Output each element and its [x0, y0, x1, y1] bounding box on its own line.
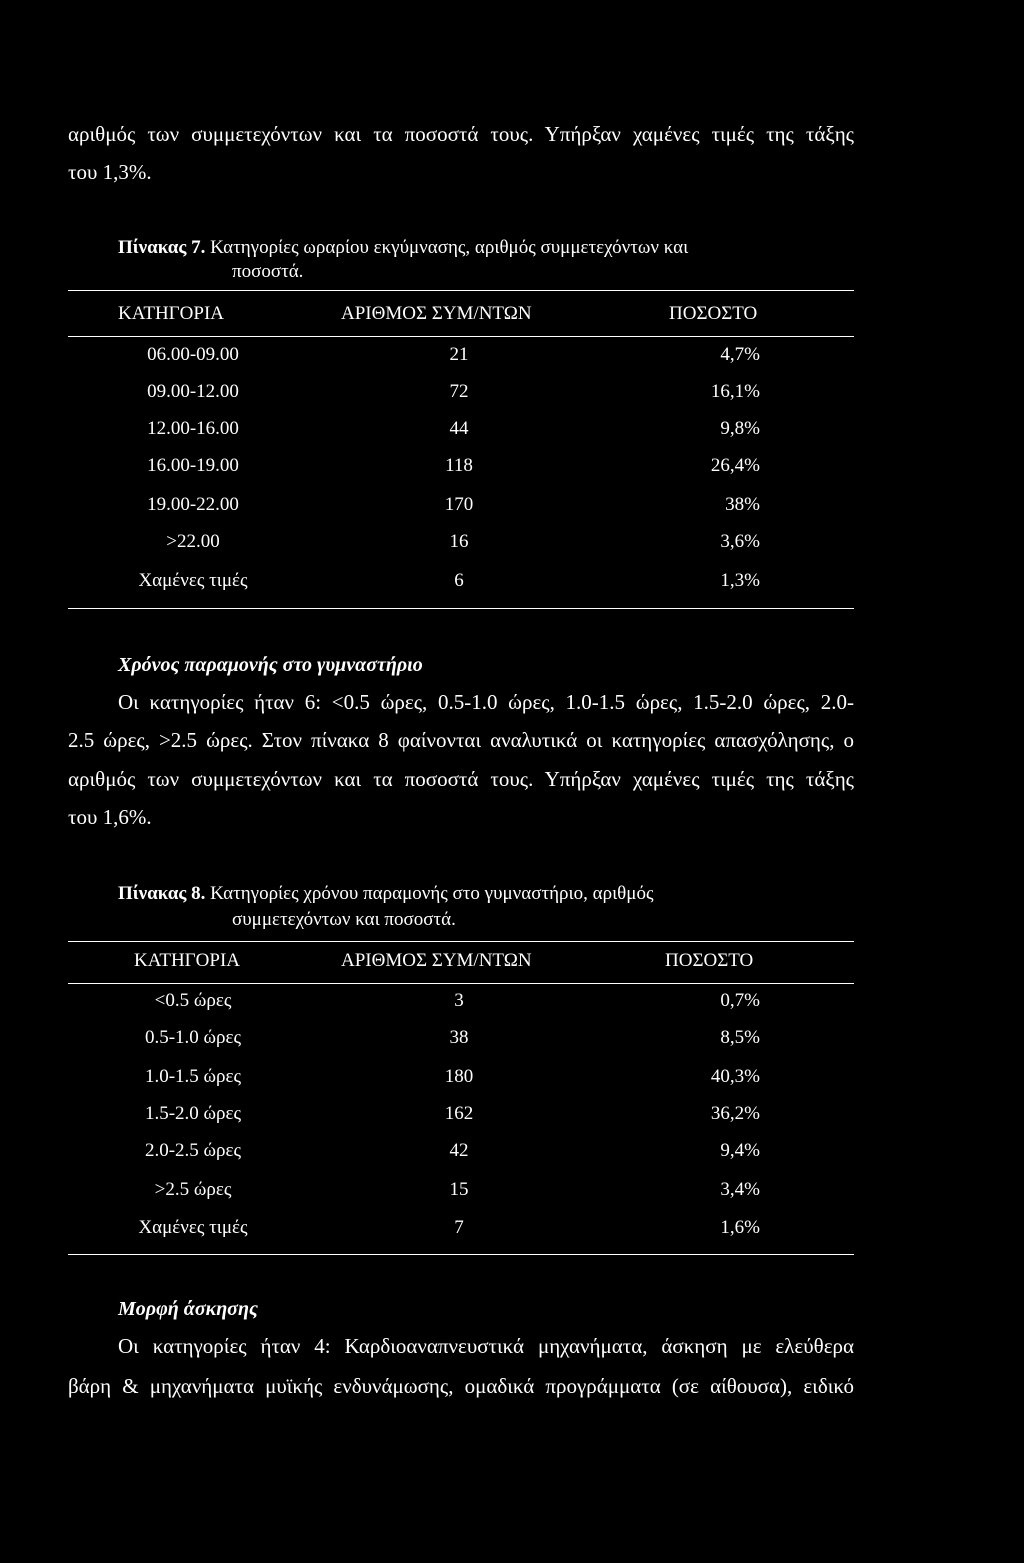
table7-top-rule	[68, 290, 854, 291]
table7-cell-category: 06.00-09.00	[147, 344, 239, 365]
table8-cell-count: 38	[449, 1027, 469, 1048]
table8-caption-text: Κατηγορίες χρόνου παραμονής στο γυμναστήριο, αριθμός	[205, 883, 654, 904]
table7-cell-category: 16.00-19.00	[147, 455, 239, 476]
table7-header-percent: ΠΟΣΟΣΤΟ	[669, 303, 758, 324]
section-form-title: Μορφή άσκησης	[118, 1298, 258, 1320]
table7-cell-percent: 38%	[725, 494, 760, 515]
table8-cell-percent: 9,4%	[720, 1140, 760, 1161]
table8-caption	[118, 884, 654, 904]
table7-cell-count: 16	[449, 531, 469, 552]
table8-cell-category: Χαμένες τιμές	[138, 1217, 248, 1238]
table7-header-rule	[68, 336, 854, 337]
section-duration-line-4: του 1,6%.	[68, 805, 152, 829]
table8-cell-percent: 3,4%	[720, 1179, 760, 1200]
table7-header-category: ΚΑΤΗΓΟΡΙΑ	[118, 303, 225, 324]
section-duration-title: Χρόνος παραμονής στο γυμναστήριο	[118, 654, 423, 676]
table8-cell-count: 3	[454, 990, 464, 1011]
table8-top-rule	[68, 941, 854, 942]
table8-cell-count: 162	[444, 1103, 474, 1124]
table8-cell-percent: 40,3%	[710, 1066, 760, 1087]
table7-cell-category: 09.00-12.00	[147, 381, 239, 402]
table7-caption-text: Κατηγορίες ωραρίου εκγύμνασης, αριθμός συμμετεχόντων και	[205, 237, 689, 258]
table7-cell-count: 6	[454, 570, 464, 591]
table7-cell-percent: 16,1%	[710, 381, 760, 402]
table7-cell-percent: 9,8%	[720, 418, 760, 439]
table7-bottom-rule	[68, 608, 854, 609]
table8-header-percent: ΠΟΣΟΣΤΟ	[665, 950, 754, 971]
table7-cell-count: 170	[444, 494, 474, 515]
table8-cell-category: 1.0-1.5 ώρες	[144, 1066, 242, 1087]
section-duration-line-3: αριθμός των συμμετεχόντων και τα ποσοστά τους. Υπήρξαν χαμένες τιμές της τάξης	[68, 767, 854, 791]
table8-header-category: ΚΑΤΗΓΟΡΙΑ	[134, 950, 241, 971]
table8-cell-category: 2.0-2.5 ώρες	[144, 1140, 242, 1161]
table7-cell-count: 44	[449, 418, 469, 439]
table8-cell-percent: 0,7%	[720, 990, 760, 1011]
table7-header-count: ΑΡΙΘΜΟΣ ΣΥΜ/ΝΤΩΝ	[341, 303, 532, 324]
section-form-line-1: Οι κατηγορίες ήταν 4: Καρδιοαναπνευστικά μηχανήματα, άσκηση με ελεύθερα	[118, 1334, 854, 1358]
table7-cell-percent: 4,7%	[720, 344, 760, 365]
table8-caption-label: Πίνακας 8.	[118, 883, 206, 904]
table8-header-count: ΑΡΙΘΜΟΣ ΣΥΜ/ΝΤΩΝ	[341, 950, 532, 971]
table8-cell-count: 7	[454, 1217, 464, 1238]
table7-cell-category: Χαμένες τιμές	[138, 570, 248, 591]
table7-caption-label: Πίνακας 7.	[118, 237, 206, 258]
table7-caption	[118, 238, 688, 258]
table8-cell-category: 0.5-1.0 ώρες	[144, 1027, 242, 1048]
table8-cell-percent: 8,5%	[720, 1027, 760, 1048]
table8-cell-percent: 36,2%	[710, 1103, 760, 1124]
table7-cell-count: 72	[449, 381, 469, 402]
table8-cell-count: 15	[449, 1179, 469, 1200]
intro-line-2: του 1,3%.	[68, 160, 152, 184]
table8-cell-category: 1.5-2.0 ώρες	[144, 1103, 242, 1124]
table8-bottom-rule	[68, 1254, 854, 1255]
table8-cell-category: <0.5 ώρες	[154, 990, 232, 1011]
table7-cell-percent: 26,4%	[710, 455, 760, 476]
table8-cell-count: 180	[444, 1066, 474, 1087]
intro-line-1: αριθμός των συμμετεχόντων και τα ποσοστά τους. Υπήρξαν χαμένες τιμές της τάξης	[68, 122, 854, 146]
table7-cell-count: 118	[445, 455, 473, 476]
table7-cell-category: 12.00-16.00	[147, 418, 239, 439]
table8-cell-count: 42	[449, 1140, 469, 1161]
table7-cell-percent: 1,3%	[720, 570, 760, 591]
section-duration-line-2: 2.5 ώρες, >2.5 ώρες. Στον πίνακα 8 φαίνονται αναλυτικά οι κατηγορίες απασχόλησης, ο	[68, 728, 854, 752]
table7-caption-line2: ποσοστά.	[232, 261, 304, 282]
table8-cell-category: >2.5 ώρες	[154, 1179, 232, 1200]
table8-caption-line2: συμμετεχόντων και ποσοστά.	[232, 909, 456, 930]
section-form-line-2: βάρη & μηχανήματα μυϊκής ενδυνάμωσης, ομαδικά προγράμματα (σε αίθουσα), ειδικό	[68, 1374, 854, 1398]
table7-cell-count: 21	[449, 344, 469, 365]
table7-cell-percent: 3,6%	[720, 531, 760, 552]
section-duration-line-1: Οι κατηγορίες ήταν 6: <0.5 ώρες, 0.5-1.0 ώρες, 1.0-1.5 ώρες, 1.5-2.0 ώρες, 2.0-	[118, 690, 854, 714]
table8-cell-percent: 1,6%	[720, 1217, 760, 1238]
table7-cell-category: >22.00	[166, 531, 220, 552]
table7-cell-category: 19.00-22.00	[147, 494, 239, 515]
table8-header-rule	[68, 983, 854, 984]
